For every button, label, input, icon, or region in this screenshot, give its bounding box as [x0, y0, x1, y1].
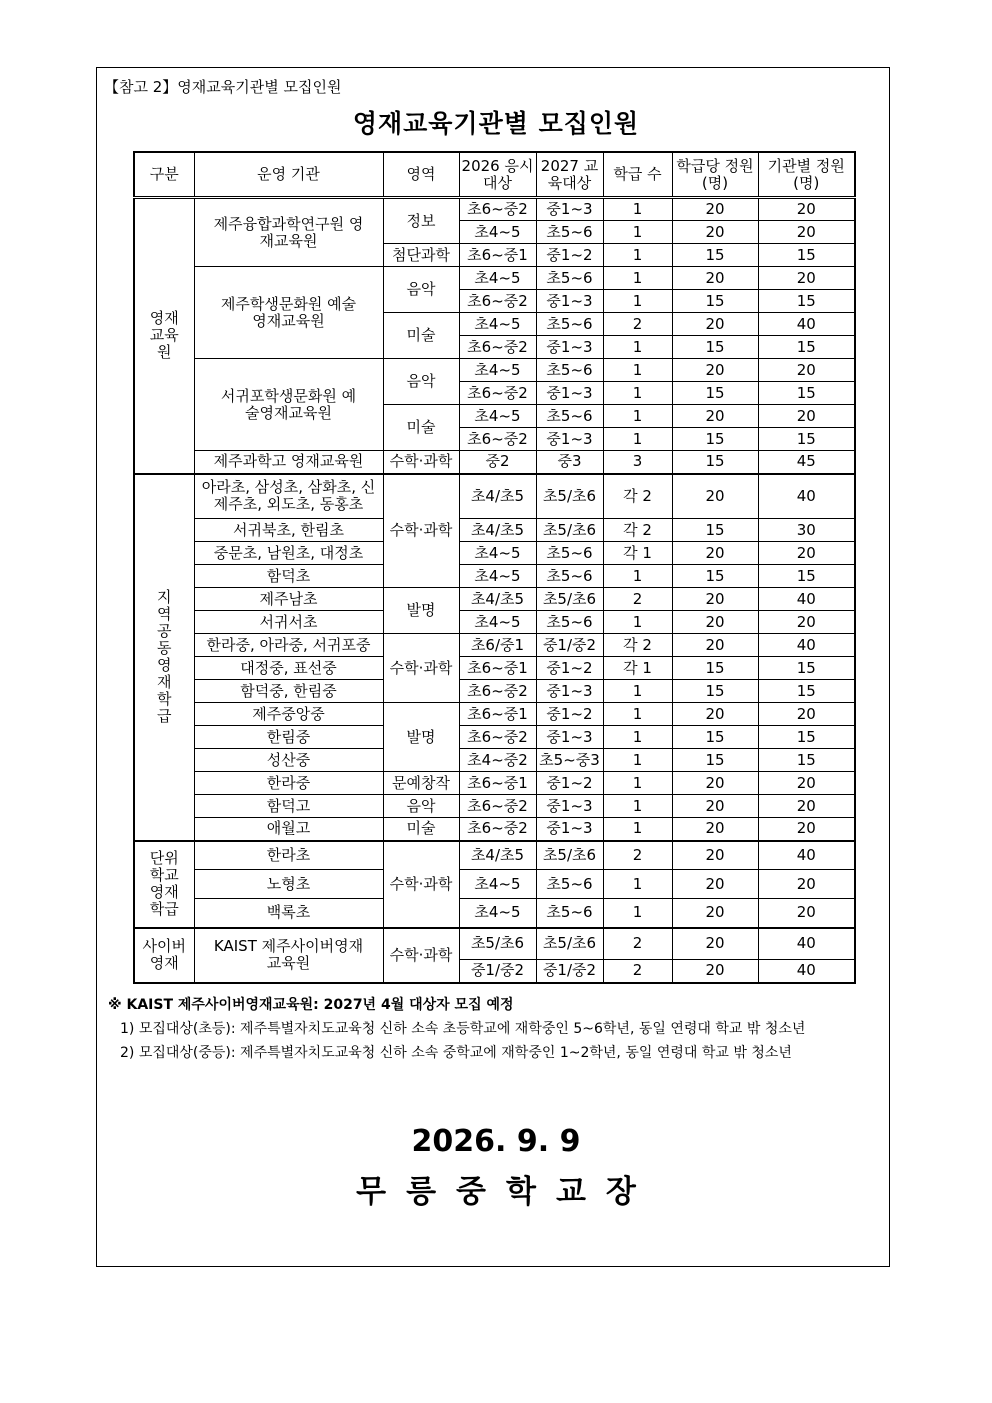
cell: 초5~6 — [536, 221, 603, 244]
cell: 15 — [672, 244, 758, 267]
table-row — [134, 680, 855, 703]
cell: 초6~중2 — [459, 795, 536, 818]
cell: 20 — [758, 870, 855, 899]
reference-label: 【참고 2】영재교육기관별 모집인원 — [104, 78, 342, 96]
field-cell: 음악 — [383, 267, 459, 313]
cell: 2 — [603, 960, 672, 983]
institution-cell: 서귀포학생문화원 예술영재교육원 — [194, 359, 383, 451]
cell: 20 — [672, 795, 758, 818]
cell: 중1~3 — [536, 336, 603, 359]
field-cell: 수학·과학 — [383, 841, 459, 928]
cell: 초5~6 — [536, 542, 603, 565]
cell: 20 — [758, 703, 855, 726]
table-row — [134, 841, 855, 870]
cell: 초6~중2 — [459, 198, 536, 221]
cell: 20 — [672, 405, 758, 428]
table-row — [134, 795, 855, 818]
cell: 각 2 — [603, 474, 672, 519]
cell: 20 — [758, 221, 855, 244]
cell: 초5/초6 — [459, 928, 536, 960]
table-row — [134, 703, 855, 726]
cell: 초4/초5 — [459, 519, 536, 542]
cell: 20 — [758, 772, 855, 795]
cell: 15 — [758, 336, 855, 359]
document-date: 2026. 9. 9 — [411, 1124, 581, 1159]
cell: 초4~5 — [459, 870, 536, 899]
cell: 15 — [758, 726, 855, 749]
cell: 중1~3 — [536, 680, 603, 703]
cell: 20 — [758, 611, 855, 634]
cell: 15 — [758, 244, 855, 267]
table-row — [134, 634, 855, 657]
table-row — [134, 565, 855, 588]
cell: 초5~중3 — [536, 749, 603, 772]
cell: 중1~2 — [536, 657, 603, 680]
cell: 20 — [758, 405, 855, 428]
institution-cell: 한라중 — [194, 772, 383, 795]
cell: 20 — [672, 703, 758, 726]
cell: 20 — [758, 359, 855, 382]
table-row — [134, 749, 855, 772]
cell: 1 — [603, 405, 672, 428]
header-2027-target: 2027 교육대상 — [536, 152, 603, 198]
field-cell: 정보 — [383, 198, 459, 244]
cell: 1 — [603, 221, 672, 244]
school-principal-signature: 무릉중학교장 — [356, 1174, 656, 1210]
cell: 1 — [603, 870, 672, 899]
cell: 20 — [672, 841, 758, 870]
cell: 20 — [672, 588, 758, 611]
cell: 중2 — [459, 451, 536, 474]
cell: 20 — [672, 772, 758, 795]
cell: 15 — [672, 749, 758, 772]
cell: 초4~5 — [459, 405, 536, 428]
notes-section — [108, 993, 805, 1065]
table-row — [134, 818, 855, 841]
cell: 15 — [672, 680, 758, 703]
institution-cell: 함덕중, 한림중 — [194, 680, 383, 703]
institution-cell: 제주중앙중 — [194, 703, 383, 726]
category-cell: 단위 학교 영재 학급 — [134, 841, 194, 928]
cell: 2 — [603, 313, 672, 336]
cell: 초5~6 — [536, 565, 603, 588]
cell: 2 — [603, 588, 672, 611]
cell: 20 — [672, 198, 758, 221]
cell: 중1~3 — [536, 428, 603, 451]
cell: 20 — [672, 611, 758, 634]
institution-cell: 백록초 — [194, 899, 383, 928]
institution-cell: 성산중 — [194, 749, 383, 772]
cell: 초6~중2 — [459, 726, 536, 749]
cell: 15 — [672, 565, 758, 588]
cell: 초4~5 — [459, 313, 536, 336]
cell: 초4~중2 — [459, 749, 536, 772]
category-cell: 영재 교육원 — [134, 198, 194, 474]
cell: 초5/초6 — [536, 841, 603, 870]
field-cell: 수학·과학 — [383, 928, 459, 983]
cell: 1 — [603, 795, 672, 818]
cell: 초5/초6 — [536, 474, 603, 519]
cell: 1 — [603, 382, 672, 405]
cell: 초4~5 — [459, 267, 536, 290]
cell: 초6~중2 — [459, 680, 536, 703]
table-row — [134, 726, 855, 749]
cell: 초6~중2 — [459, 818, 536, 841]
cell: 15 — [672, 336, 758, 359]
cell: 초5/초6 — [536, 519, 603, 542]
cell: 초4~5 — [459, 542, 536, 565]
institution-cell: 한림중 — [194, 726, 383, 749]
note-main: ※ KAIST 제주사이버영재교육원: 2027년 4월 대상자 모집 예정 — [108, 997, 514, 1013]
cell: 20 — [672, 542, 758, 565]
cell: 20 — [672, 221, 758, 244]
cell: 1 — [603, 772, 672, 795]
cell: 1 — [603, 336, 672, 359]
table-row — [134, 588, 855, 611]
table-row — [134, 657, 855, 680]
field-cell: 음악 — [383, 359, 459, 405]
field-cell: 수학·과학 — [383, 634, 459, 703]
cell: 초6~중1 — [459, 244, 536, 267]
cell: 각 2 — [603, 634, 672, 657]
table-row — [134, 899, 855, 928]
cell: 초5~6 — [536, 611, 603, 634]
cell: 초5~6 — [536, 899, 603, 928]
institution-cell: 애월고 — [194, 818, 383, 841]
cell: 45 — [758, 451, 855, 474]
cell: 초6~중1 — [459, 772, 536, 795]
header-institution: 운영 기관 — [194, 152, 383, 198]
cell: 20 — [672, 474, 758, 519]
cell: 초5~6 — [536, 359, 603, 382]
cell: 중1~2 — [536, 244, 603, 267]
cell: 중1~3 — [536, 290, 603, 313]
cell: 1 — [603, 899, 672, 928]
cell: 15 — [672, 451, 758, 474]
note-item-1: 1) 모집대상(초등): 제주특별자치도교육청 신하 소속 초등학교에 재학중인 5~6학년, 동일 연령대 학교 밖 청소년 — [120, 1021, 806, 1037]
field-cell: 발명 — [383, 703, 459, 772]
cell: 초4~5 — [459, 899, 536, 928]
cell: 20 — [758, 542, 855, 565]
cell: 1 — [603, 611, 672, 634]
cell: 1 — [603, 244, 672, 267]
cell: 초5~6 — [536, 870, 603, 899]
cell: 15 — [758, 382, 855, 405]
cell: 20 — [672, 928, 758, 960]
institution-cell: 제주융합과학연구원 영재교육원 — [194, 198, 383, 267]
cell: 각 2 — [603, 519, 672, 542]
field-cell: 첨단과학 — [383, 244, 459, 267]
page-title: 영재교육기관별 모집인원 — [352, 109, 640, 138]
header-class-count: 학급 수 — [603, 152, 672, 198]
cell: 중1~3 — [536, 198, 603, 221]
field-cell: 미술 — [383, 818, 459, 841]
cell: 초4~5 — [459, 221, 536, 244]
header-2026-applicant: 2026 응시대상 — [459, 152, 536, 198]
field-cell: 미술 — [383, 405, 459, 451]
cell: 20 — [758, 198, 855, 221]
cell: 40 — [758, 474, 855, 519]
cell: 초6~중2 — [459, 428, 536, 451]
table-row — [134, 542, 855, 565]
cell: 20 — [672, 634, 758, 657]
cell: 초6/중1 — [459, 634, 536, 657]
table-row — [134, 474, 855, 519]
cell: 초6~중2 — [459, 382, 536, 405]
cell: 초4~5 — [459, 611, 536, 634]
table-row — [134, 611, 855, 634]
cell: 중1~3 — [536, 795, 603, 818]
cell: 20 — [672, 267, 758, 290]
table-row — [134, 198, 855, 221]
cell: 40 — [758, 313, 855, 336]
field-cell: 문예창작 — [383, 772, 459, 795]
cell: 3 — [603, 451, 672, 474]
cell: 초4~5 — [459, 565, 536, 588]
field-cell: 발명 — [383, 588, 459, 634]
cell: 40 — [758, 588, 855, 611]
cell: 15 — [672, 657, 758, 680]
cell: 1 — [603, 726, 672, 749]
cell: 2 — [603, 928, 672, 960]
cell: 중1/중2 — [536, 634, 603, 657]
cell: 1 — [603, 749, 672, 772]
cell: 20 — [758, 795, 855, 818]
cell: 15 — [672, 382, 758, 405]
cell: 30 — [758, 519, 855, 542]
cell: 1 — [603, 818, 672, 841]
cell: 1 — [603, 565, 672, 588]
cell: 15 — [758, 657, 855, 680]
cell: 20 — [758, 899, 855, 928]
recruitment-table — [133, 151, 856, 984]
field-cell: 수학·과학 — [383, 451, 459, 474]
cell: 15 — [758, 565, 855, 588]
table-row — [134, 772, 855, 795]
institution-cell: 제주학생문화원 예술영재교육원 — [194, 267, 383, 359]
cell: 1 — [603, 680, 672, 703]
cell: 초4/초5 — [459, 474, 536, 519]
cell: 초4/초5 — [459, 588, 536, 611]
header-field: 영역 — [383, 152, 459, 198]
cell: 초6~중2 — [459, 336, 536, 359]
cell: 20 — [672, 359, 758, 382]
table-row — [134, 928, 855, 960]
note-item-2: 2) 모집대상(중등): 제주특별자치도교육청 신하 소속 중학교에 재학중인 1~2학년, 동일 연령대 학교 밖 청소년 — [120, 1045, 792, 1061]
institution-cell: 한라초 — [194, 841, 383, 870]
field-cell: 수학·과학 — [383, 474, 459, 588]
cell: 1 — [603, 198, 672, 221]
cell: 40 — [758, 634, 855, 657]
cell: 중1~2 — [536, 703, 603, 726]
table-row — [134, 870, 855, 899]
cell: 15 — [672, 428, 758, 451]
table-row — [134, 359, 855, 382]
cell: 초4~5 — [459, 359, 536, 382]
cell: 15 — [758, 290, 855, 313]
cell: 1 — [603, 359, 672, 382]
cell: 2 — [603, 841, 672, 870]
cell: 15 — [672, 519, 758, 542]
cell: 초5~6 — [536, 313, 603, 336]
institution-cell: 중문초, 남원초, 대정초 — [194, 542, 383, 565]
institution-cell: 함덕초 — [194, 565, 383, 588]
cell: 1 — [603, 290, 672, 313]
cell: 20 — [672, 313, 758, 336]
cell: 중1~3 — [536, 818, 603, 841]
cell: 20 — [672, 870, 758, 899]
field-cell: 음악 — [383, 795, 459, 818]
header-per-class: 학급당 정원(명) — [672, 152, 758, 198]
cell: 초6~중1 — [459, 703, 536, 726]
institution-cell: KAIST 제주사이버영재교육원 — [194, 928, 383, 983]
cell: 초5/초6 — [536, 588, 603, 611]
cell: 중1/중2 — [536, 960, 603, 983]
cell: 중1~3 — [536, 382, 603, 405]
table-row — [134, 519, 855, 542]
cell: 각 1 — [603, 542, 672, 565]
cell: 중1~3 — [536, 726, 603, 749]
cell: 15 — [758, 749, 855, 772]
cell: 각 1 — [603, 657, 672, 680]
cell: 초5/초6 — [536, 928, 603, 960]
institution-cell: 서귀서초 — [194, 611, 383, 634]
institution-cell: 서귀북초, 한림초 — [194, 519, 383, 542]
cell: 초6~중1 — [459, 657, 536, 680]
cell: 40 — [758, 928, 855, 960]
cell: 15 — [672, 726, 758, 749]
institution-cell: 제주남초 — [194, 588, 383, 611]
table-row — [134, 451, 855, 474]
category-cell: 사이버 영재 — [134, 928, 194, 983]
cell: 20 — [672, 960, 758, 983]
cell: 20 — [672, 899, 758, 928]
field-cell: 미술 — [383, 313, 459, 359]
cell: 중1~2 — [536, 772, 603, 795]
category-cell: 지역 공동 영재 학급 — [134, 474, 194, 841]
cell: 20 — [758, 818, 855, 841]
header-per-institution: 기관별 정원(명) — [758, 152, 855, 198]
cell: 중1/중2 — [459, 960, 536, 983]
cell: 중3 — [536, 451, 603, 474]
institution-cell: 아라초, 삼성초, 삼화초, 신제주초, 외도초, 동홍초 — [194, 474, 383, 519]
institution-cell: 노형초 — [194, 870, 383, 899]
cell: 초5~6 — [536, 267, 603, 290]
cell: 초4/초5 — [459, 841, 536, 870]
cell: 초6~중2 — [459, 290, 536, 313]
institution-cell: 함덕고 — [194, 795, 383, 818]
cell: 15 — [758, 680, 855, 703]
cell: 1 — [603, 267, 672, 290]
cell: 20 — [672, 818, 758, 841]
institution-cell: 대정중, 표선중 — [194, 657, 383, 680]
institution-cell: 한라중, 아라중, 서귀포중 — [194, 634, 383, 657]
cell: 15 — [672, 290, 758, 313]
cell: 1 — [603, 428, 672, 451]
cell: 15 — [758, 428, 855, 451]
header-category: 구분 — [134, 152, 194, 198]
table-header-row — [134, 152, 855, 198]
table-row — [134, 267, 855, 290]
cell: 40 — [758, 841, 855, 870]
cell: 20 — [758, 267, 855, 290]
cell: 1 — [603, 703, 672, 726]
institution-cell: 제주과학고 영재교육원 — [194, 451, 383, 474]
cell: 초5~6 — [536, 405, 603, 428]
cell: 40 — [758, 960, 855, 983]
